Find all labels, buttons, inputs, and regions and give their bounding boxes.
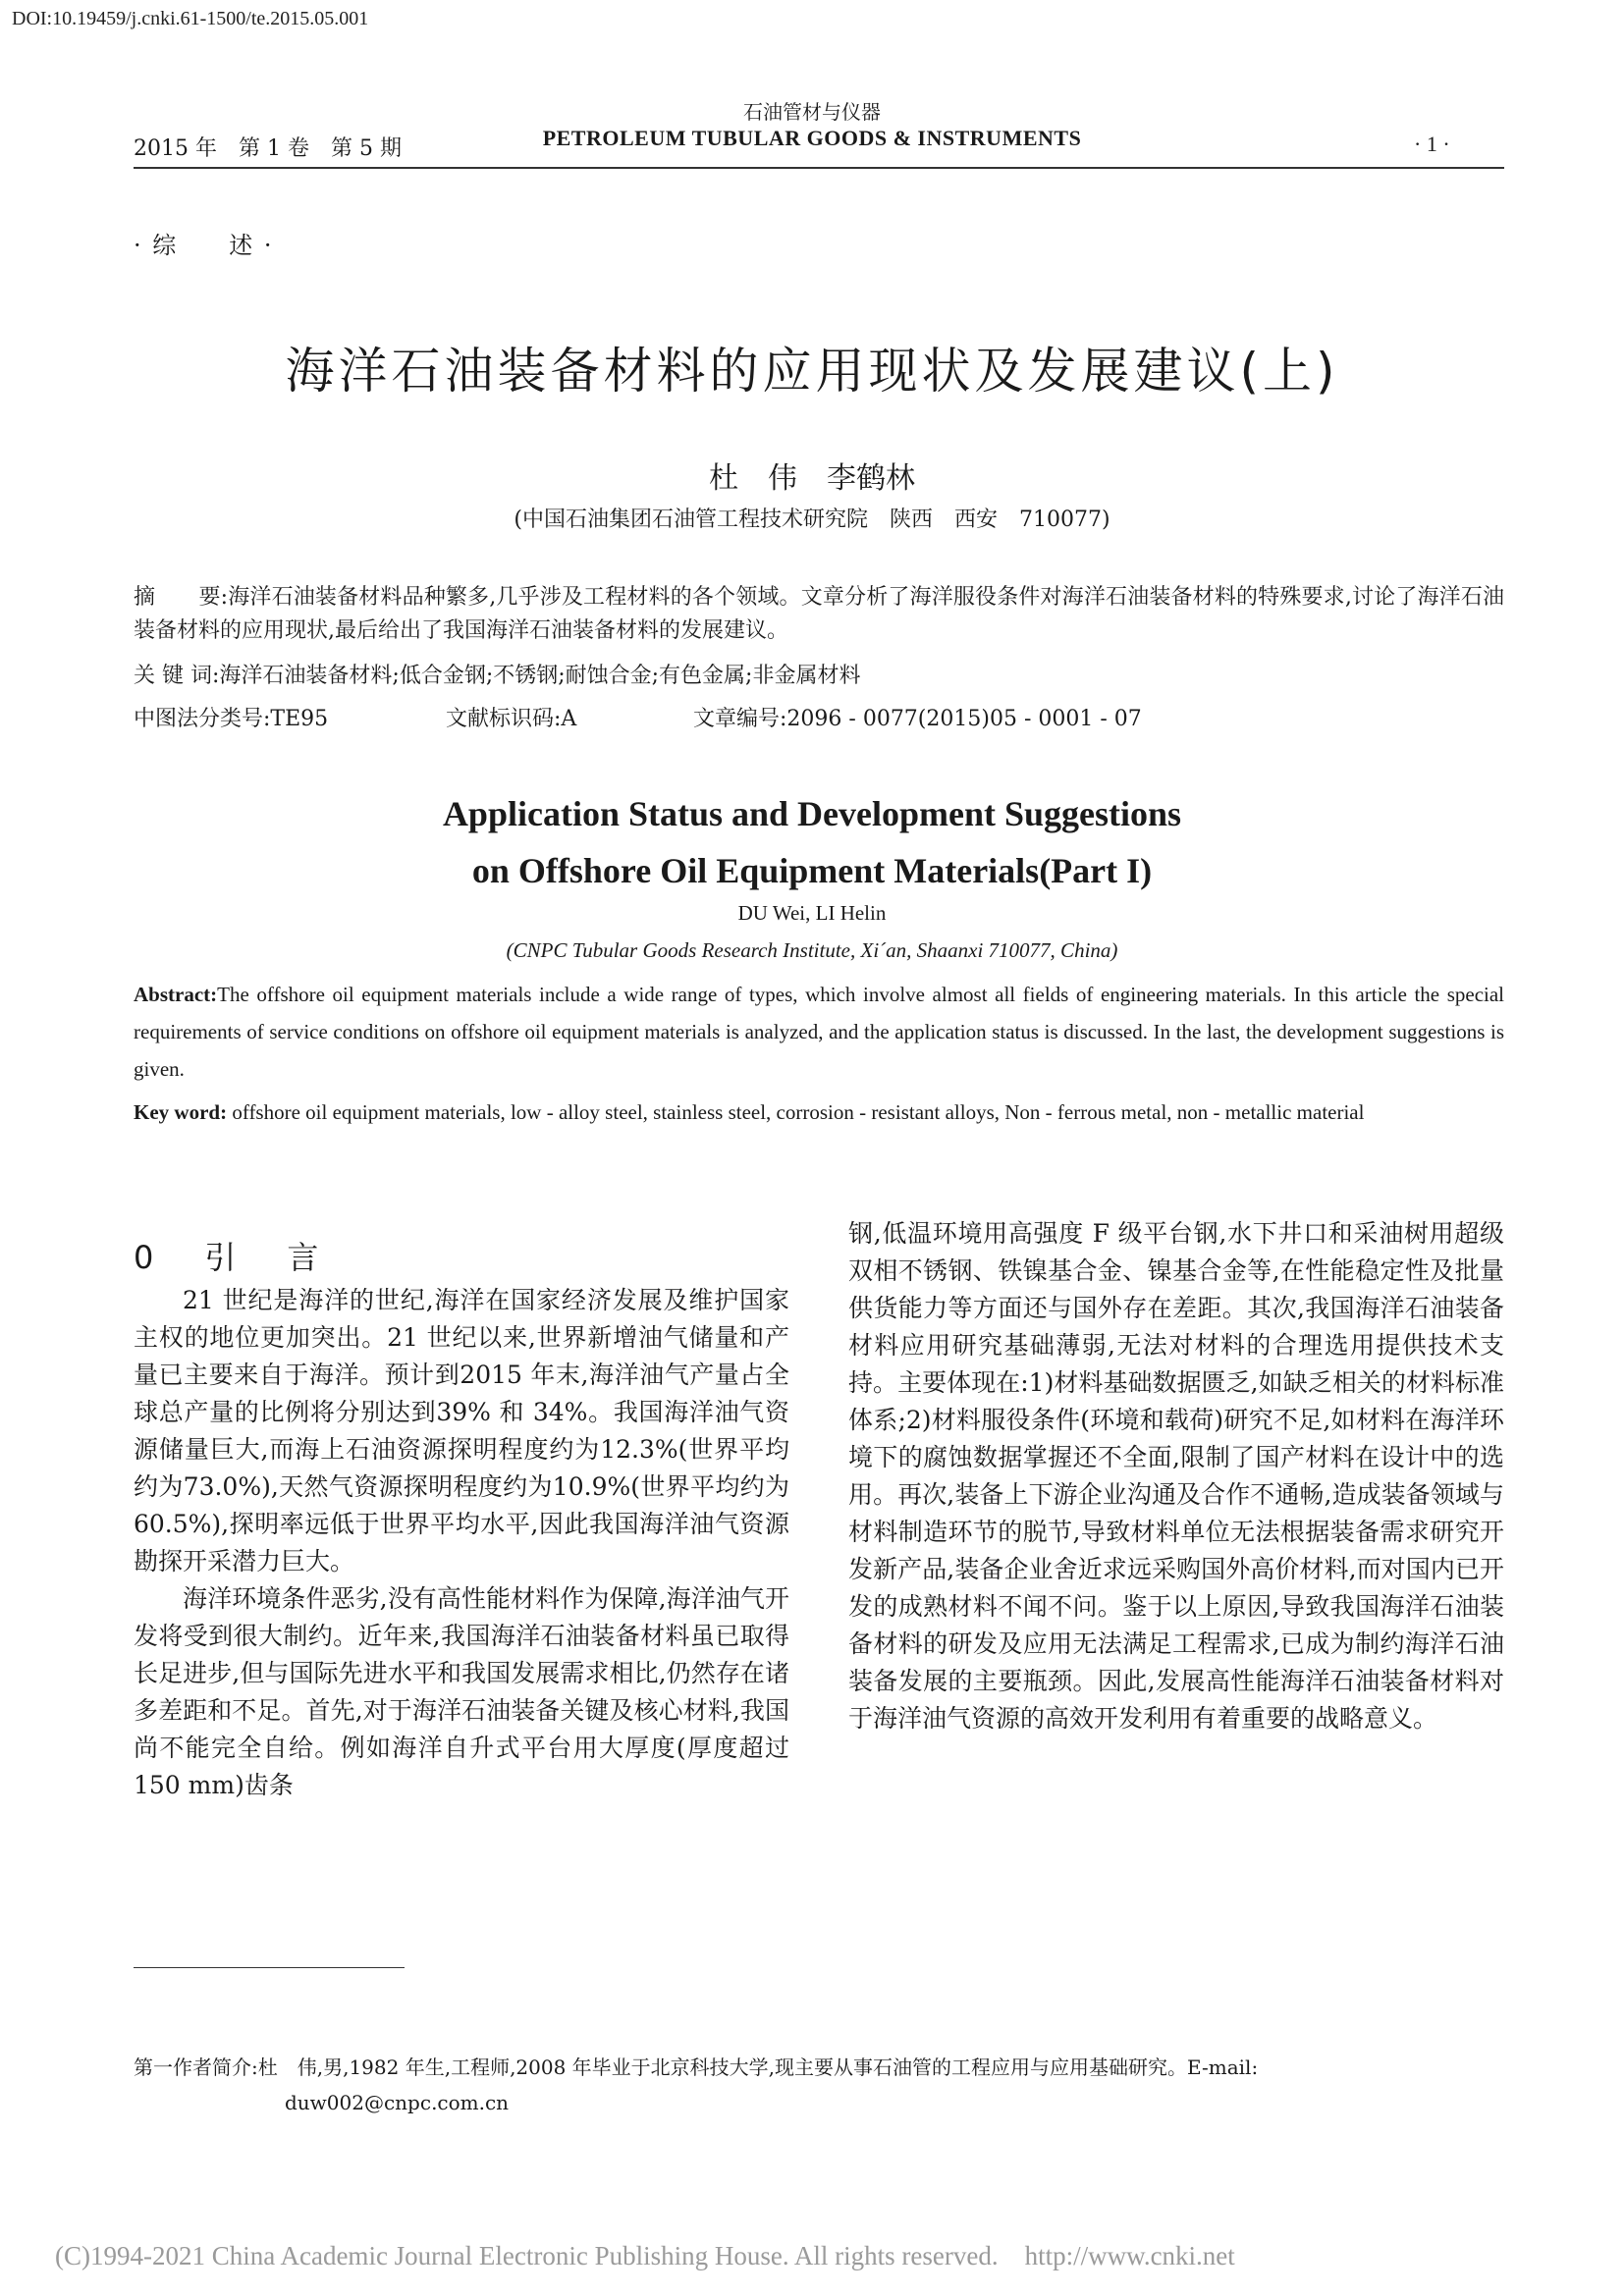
- body-paragraph: 钢,低温环境用高强度 F 级平台钢,水下井口和采油树用超级双相不锈钢、铁镍基合金、镍基合金等,在性能稳定性及批量供货能力等方面还与国外存在差距。其次,我国海洋石油装备材料应用研究基础薄弱,无法对材料的合理选用提供技术支持。主要体现在:1)材料基础数据匮乏,如缺乏相关的材料标准体系;2)材料服役条件(环境和载荷)研究不足,如材料在海洋环境下的腐蚀数据掌握还不全面,限制了国产材料在设计中的选用。再次,装备上下游企业沟通及合作不通畅,造成装备领域与材料制造环节的脱节,导致材料单位无法根据装备需求研究开发新产品,装备企业舍近求远采购国外高价材料,而对国内已开发的成熟材料不闻不问。鉴于以上原因,导致我国海洋石油装备材料的研发及应用无法满足工程需求,已成为制约海洋石油装备发展的主要瓶颈。因此,发展高性能海洋石油装备材料对于海洋油气资源的高效开发利用有着重要的战略意义。: [848, 1219, 1504, 1733]
- title-en-line-1: Application Status and Development Suggestions: [442, 794, 1182, 833]
- classification-row: [134, 703, 1504, 736]
- keywords-en-text: offshore oil equipment materials, low - alloy steel, stainless steel, corrosion - resistant alloys, Non - ferrous metal, non - metallic material: [227, 1100, 1365, 1124]
- header-rule: [134, 167, 1504, 169]
- abstract-cn-label: 摘 要:: [134, 585, 229, 610]
- body-paragraph: 海洋环境条件恶劣,没有高性能材料作为保障,海洋油气开发将受到很大制约。近年来,我国海洋石油装备材料虽已取得长足进步,但与国际先进水平和我国发展需求相比,仍然存在诸多差距和不足。首先,对于海洋石油装备关键及核心材料,我国尚不能完全自给。例如海洋自升式平台用大厚度(厚度超过 150 mm)齿条: [134, 1584, 789, 1799]
- article-number: 文章编号:2096 - 0077(2015)05 - 0001 - 07: [693, 707, 1142, 731]
- keywords-en: [134, 1094, 1504, 1131]
- keywords-cn-text: 海洋石油装备材料;低合金钢;不锈钢;耐蚀合金;有色金属;非金属材料: [219, 664, 861, 688]
- title-en: [0, 785, 1624, 899]
- journal-name-en: PETROLEUM TUBULAR GOODS & INSTRUMENTS: [542, 126, 1082, 150]
- journal-name-cn: 石油管材与仪器: [743, 100, 881, 124]
- copyright-watermark: (C)1994-2021 China Academic Journal Electronic Publishing House. All rights reserved. http://www.cnki.net: [55, 2241, 1235, 2270]
- authors-cn: 杜 伟 李鹤林: [709, 461, 915, 496]
- body-paragraph: 21 世纪是海洋的世纪,海洋在国家经济发展及维护国家主权的地位更加突出。21 世纪以来,世界新增油气储量和产量已主要来自于海洋。预计到2015 年末,海洋油气产量占全球总产量的比例将分别达到39% 和 34%。我国海洋油气资源储量巨大,而海上石油资源探明程度约为12.3%(世界平均约为73.0%),天然气资源探明程度约为10.9%(世界平均约为60.5%),探明率远低于世界平均水平,因此我国海洋油气资源勘探开采潜力巨大。: [134, 1286, 789, 1575]
- keywords-en-label: Key word:: [134, 1100, 228, 1124]
- affiliation-en: (CNPC Tubular Goods Research Institute, Xi´an, Shaanxi 710077, China): [506, 938, 1118, 962]
- page-number: · 1 ·: [1414, 132, 1450, 156]
- footnote-author-bio: [134, 2050, 1504, 2120]
- body-left-column: [134, 1282, 789, 1804]
- abstract-en-label: Abstract:: [134, 983, 218, 1006]
- abstract-en: [134, 976, 1504, 1088]
- section-label: · 综 述 ·: [134, 232, 274, 259]
- footnote-text: 第一作者简介:杜 伟,男,1982 年生,工程师,2008 年毕业于北京科技大学,现主要从事石油管的工程应用与应用基础研究。E-mail:: [134, 2056, 1259, 2079]
- abstract-en-text: The offshore oil equipment materials include a wide range of types, which involve almost all fields of engineering materials. In this article the special requirements of service conditions on offshore oil equipment materials is analyzed, and the application status is discussed. In the last, the development suggestions is given.: [134, 983, 1504, 1081]
- abstract-cn-text: 海洋石油装备材料品种繁多,几乎涉及工程材料的各个领域。文章分析了海洋服役条件对海洋石油装备材料的特殊要求,讨论了海洋石油装备材料的应用现状,最后给出了我国海洋石油装备材料的发展建议。: [134, 585, 1504, 643]
- doi-line: DOI:10.19459/j.cnki.61-1500/te.2015.05.001: [12, 8, 369, 29]
- title-en-line-2: on Offshore Oil Equipment Materials(Part I): [471, 851, 1153, 890]
- document-code: 文献标识码:A: [446, 707, 577, 731]
- affiliation-cn: (中国石油集团石油管工程技术研究院 陕西 西安 710077): [514, 507, 1110, 532]
- keywords-cn: [134, 660, 1504, 693]
- footnote-rule: [134, 1967, 405, 1968]
- body-right-column: [848, 1215, 1504, 1737]
- title-cn: 海洋石油装备材料的应用现状及发展建议(上): [285, 343, 1339, 400]
- authors-en: DU Wei, LI Helin: [737, 901, 887, 925]
- footnote-email: duw002@cnpc.com.cn: [285, 2091, 510, 2114]
- abstract-cn: [134, 581, 1504, 648]
- keywords-cn-label: 关 键 词:: [134, 664, 220, 688]
- issue-info: 2015 年 第 1 卷 第 5 期: [134, 136, 402, 161]
- section-heading-introduction: 0 引 言: [134, 1239, 329, 1276]
- clc-number: 中图法分类号:TE95: [134, 707, 329, 731]
